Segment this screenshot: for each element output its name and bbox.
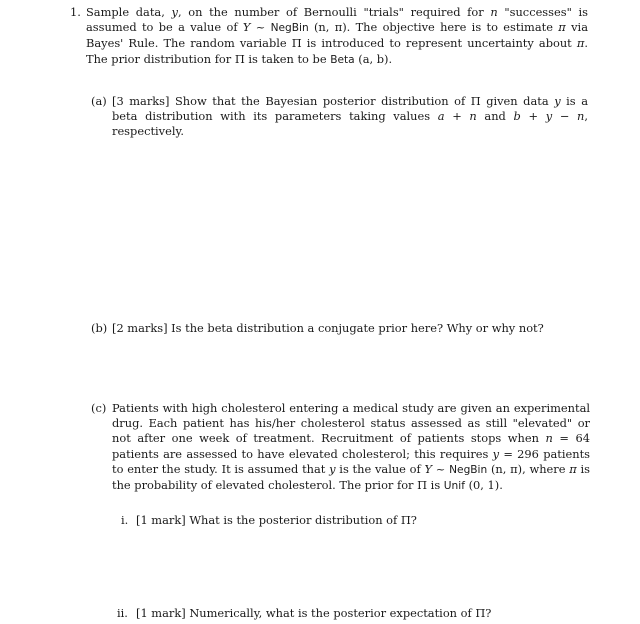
part-c-ii-text: [1 mark] Numerically, what is the posterior expectation of Π? [136,606,492,620]
part-c-ii-label: ii. [117,606,128,620]
part-c-text: Patients with high cholesterol entering a medical study are given an experimental drug. Each patient has his/her cholesterol status assessed as still "elevated" or not after one week of treatment. Recruitment of patients stops when n = 64 patients are assessed to have elevated cholesterol; this requires y = 296 patients to enter the study. It is assumed that y is the value of Y ~ NegBin (n, π), where π is the probability of elevated cholesterol. The prior for Π is Unif (0, 1). [112,401,590,493]
part-c-i-label: i. [121,513,129,527]
part-a-text: [3 marks] Show that the Bayesian posterior distribution of Π given data y is a beta distribution with its parameters taking values a + n and b + y − n, respectively. [112,94,588,139]
part-b-label: (b) [91,321,108,335]
part-a-label: (a) [91,94,107,108]
question-number: 1. [70,5,81,19]
part-b-text: [2 marks] Is the beta distribution a conjugate prior here? Why or why not? [112,321,544,335]
part-c-label: (c) [91,401,107,415]
question-1-text: Sample data, y, on the number of Bernoulli "trials" required for n "successes" is assumed to be a value of Y ~ NegBin (n, π). The objective here is to estimate π via Bayes' Rule. The random variable Π is introduced to represent uncertainty about π. The prior distribution for Π is taken to be Beta (a, b). [86,5,588,66]
part-c-i-text: [1 mark] What is the posterior distribution of Π? [136,513,417,527]
